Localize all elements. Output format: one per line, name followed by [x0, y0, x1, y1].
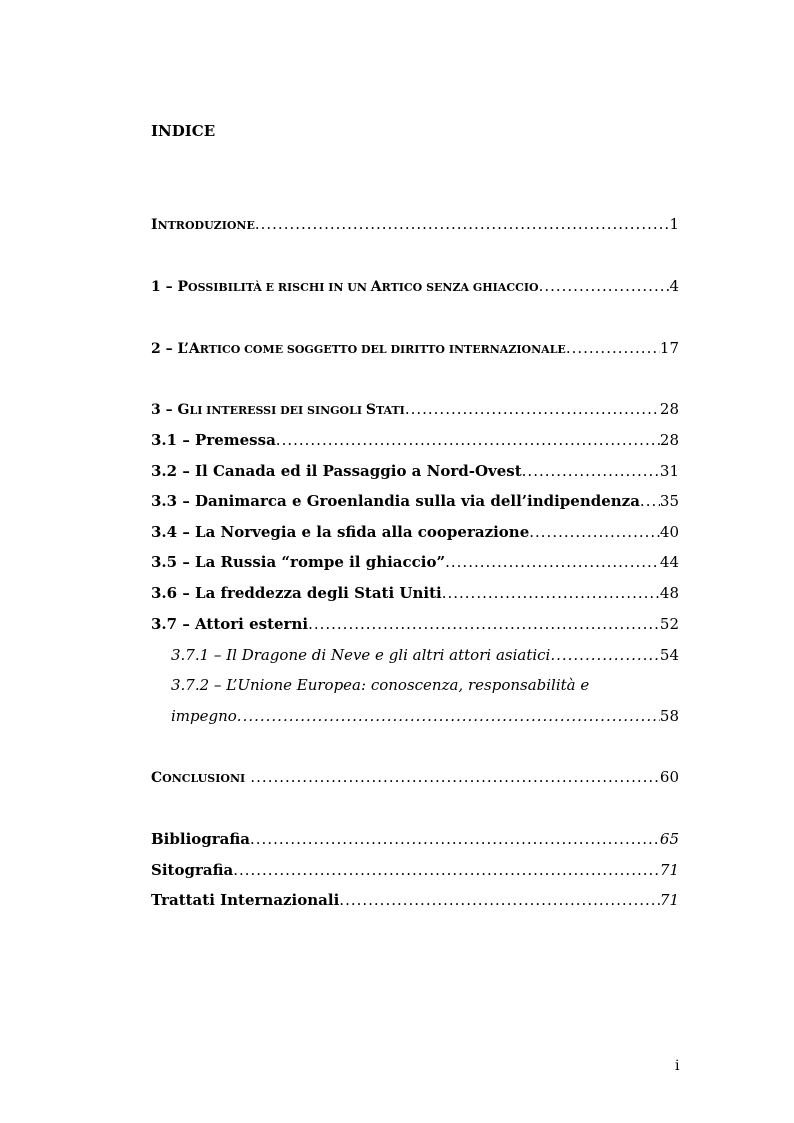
page-number: 71 — [659, 891, 679, 909]
page-number: 1 — [669, 215, 679, 233]
toc-entry-section[interactable]: 3.6 – La freddezza degli Stati Uniti ..... 48 — [151, 583, 679, 603]
toc-entry-section[interactable]: 3.2 – Il Canada ed il Passaggio a Nord-Ovest ..... 31 — [151, 461, 679, 481]
page-number: 35 — [659, 492, 679, 510]
toc-entry-subsection[interactable]: 3.7.1 – Il Dragone di Neve e gli altri attori asiatici ..... 54 — [171, 645, 679, 665]
page-number: 28 — [659, 431, 679, 449]
page-number: 28 — [659, 400, 679, 418]
toc-entry-chapter-3[interactable]: 3 – GLI INTERESSI DEI SINGOLI STATI ..... 28 — [151, 399, 679, 421]
toc-entry-section[interactable]: 3.5 – La Russia “rompe il ghiaccio” ..... 44 — [151, 552, 679, 572]
page-number: 58 — [659, 707, 679, 725]
toc-entry-subsection[interactable]: impegno ..... 58 — [171, 706, 679, 726]
page-number: 48 — [659, 584, 679, 602]
toc-entry-section[interactable]: 3.1 – Premessa ..... 28 — [151, 430, 679, 450]
toc-entry-chapter-2[interactable]: 2 – L’ARTICO COME SOGGETTO DEL DIRITTO INTERNAZIONALE ..... 17 — [151, 338, 679, 360]
page-number: 71 — [659, 861, 679, 879]
toc-entry-section[interactable]: 3.3 – Danimarca e Groenlandia sulla via dell’indipendenza ..... 35 — [151, 491, 679, 511]
page-number: 4 — [669, 277, 679, 295]
toc-entry-trattati[interactable]: Trattati Internazionali ..... 71 — [151, 890, 679, 910]
page-number: 60 — [659, 768, 679, 786]
toc-entry-chapter-1[interactable]: 1 – POSSIBILITÀ E RISCHI IN UN ARTICO SENZA GHIACCIO ..... 4 — [151, 276, 679, 298]
page-number: 65 — [659, 830, 679, 848]
toc-entry-sitografia[interactable]: Sitografia ..... 71 — [151, 860, 679, 880]
toc-entry-section[interactable]: 3.4 – La Norvegia e la sfida alla cooperazione ..... 40 — [151, 522, 679, 542]
page-number: 44 — [659, 553, 679, 571]
toc-entry-introduzione[interactable]: INTRODUZIONE ..... 1 — [151, 214, 679, 236]
page-title: INDICE — [151, 122, 216, 140]
page-number: 40 — [659, 523, 679, 541]
footer-page-number: i — [675, 1058, 680, 1074]
page-number: 17 — [659, 339, 679, 357]
page-number: 52 — [659, 615, 679, 633]
page-number: 54 — [659, 646, 679, 664]
page-number: 31 — [659, 462, 679, 480]
toc-entry-subsection-line1[interactable]: 3.7.2 – L’Unione Europea: conoscenza, responsabilità e — [171, 676, 590, 694]
toc-entry-conclusioni[interactable]: CONCLUSIONI ..... 60 — [151, 767, 679, 789]
toc-entry-bibliografia[interactable]: Bibliografia ..... 65 — [151, 829, 679, 849]
toc-entry-section[interactable]: 3.7 – Attori esterni ..... 52 — [151, 614, 679, 634]
